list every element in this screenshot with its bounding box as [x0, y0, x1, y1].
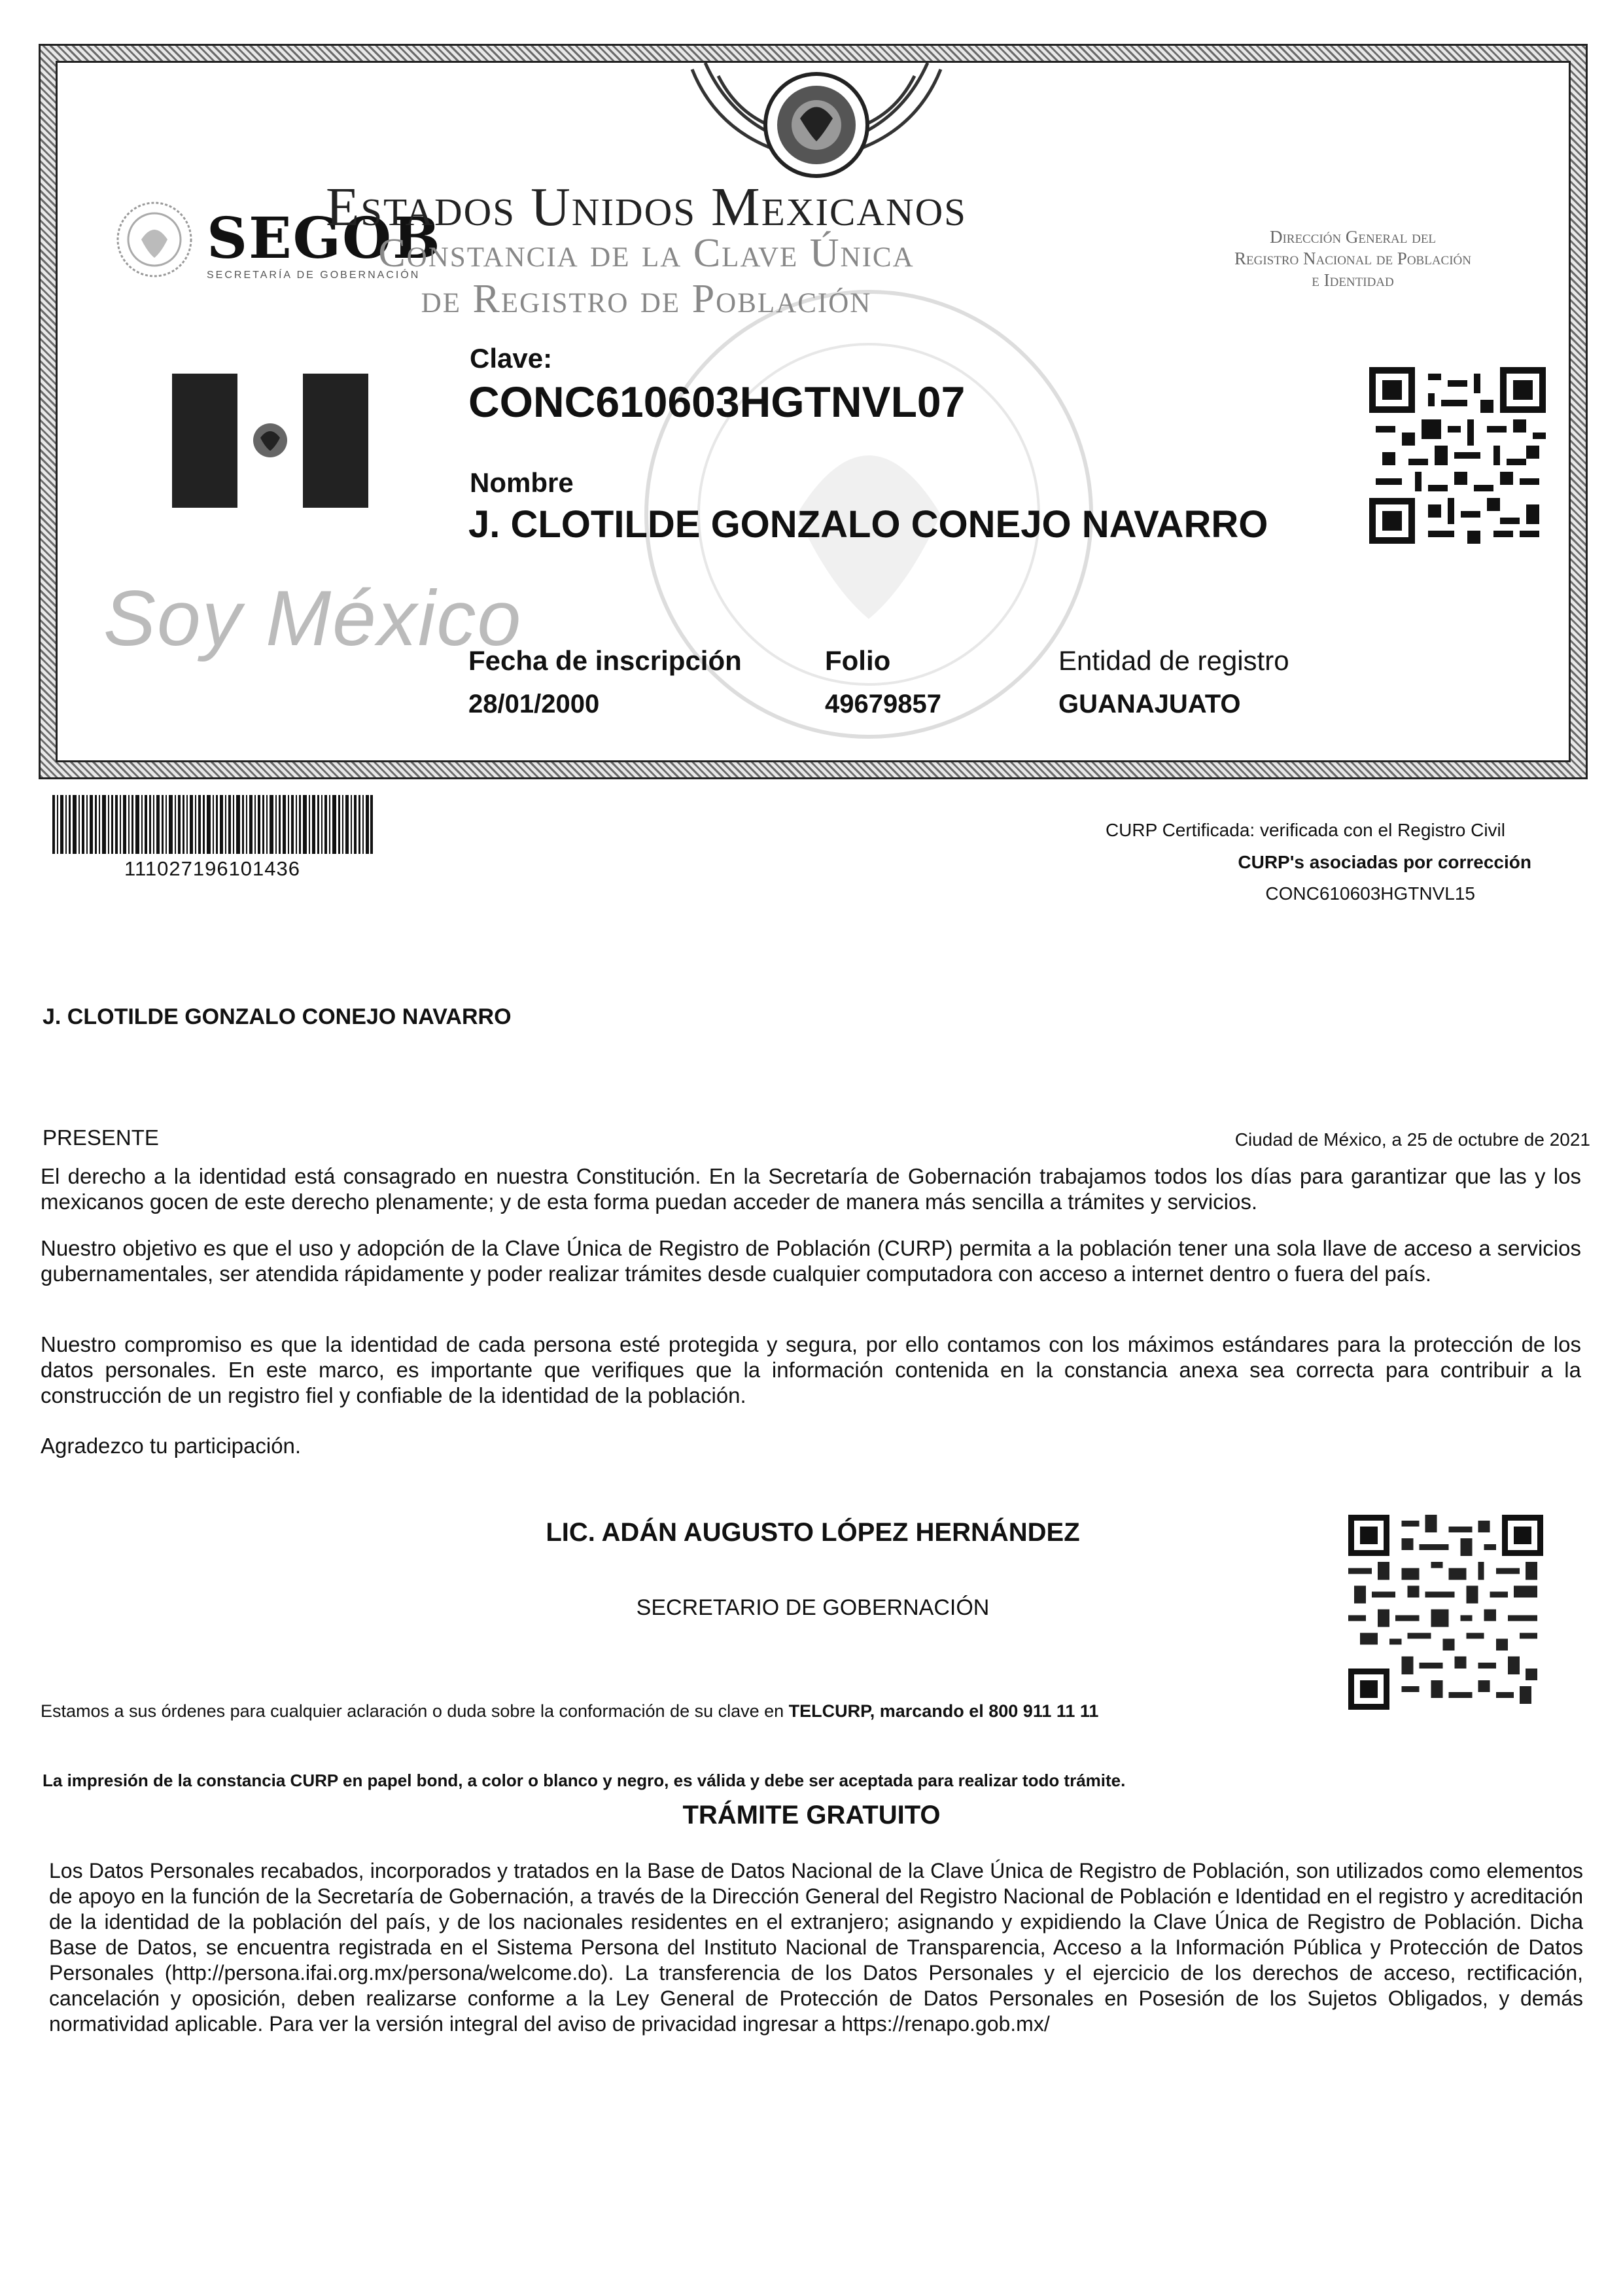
national-crest-icon [679, 63, 954, 194]
nombre-value: J. CLOTILDE GONZALO CONEJO NAVARRO [468, 503, 1268, 546]
curp-certified-status: CURP Certificada: verificada con el Registro Civil [1105, 820, 1505, 840]
contact-info [41, 1701, 1098, 1722]
qr-code-icon [1369, 367, 1546, 544]
telcurp-phone: TELCURP, marcando el 800 911 11 11 [788, 1701, 1099, 1721]
document-title-line3: de Registro de Población [421, 277, 872, 321]
barcode-icon [52, 795, 373, 854]
letter-presente: PRESENTE [43, 1125, 159, 1150]
entidad-value: GUANAJUATO [1058, 690, 1241, 718]
letter-paragraph: Nuestro compromiso es que la identidad de cada persona esté protegida y segura, por ello contamos con los máximos estándares para la protección de los datos personales. En este marco, es importante que verifiques que la información contenida en la constancia anexa sea correcta para contribuir a la construcción de un registro fiel y confiable de la identidad de la población. [41, 1332, 1581, 1407]
segob-seal-icon [115, 200, 194, 279]
nombre-label: Nombre [470, 467, 574, 498]
contact-text: Estamos a sus órdenes para cualquier aclaración o duda sobre la conformación de su clave en [41, 1701, 789, 1721]
issuing-office-line1: Dirección General del [1269, 227, 1437, 247]
privacy-notice: Los Datos Personales recabados, incorporados y tratados en la Base de Datos Nacional de la Clave Única de Registro de Población, son utilizados como elementos de apoyo en la función de la Secretaría de Gobernación, a través de la Dirección General del Registro Nacional de Población e Identidad en el registro y acreditación de la identidad de la población del país, y de los nacionales residentes en el extranjero; asignando y expidiendo la Clave Única de Registro de Población. Dicha Base de Datos, se encuentra registrada en el Sistema Persona del Instituto Nacional de Transparencia, Acceso a la Información Pública y Protección de Datos Personales (http://persona.ifai.org.mx/persona/welcome.do). La transferencia de los Datos Personales y el ejercicio de los derechos de acceso, rectificación, cancelación y oposición, deben realizarse conforme a la Ley General de Protección de Datos Personales en Posesión de los Sujetos Obligados, y demás normatividad aplicable. Para ver la versión integral del aviso de privacidad ingresar a https://renapo.gob.mx/ [49, 1859, 1583, 2036]
slogan-watermark: Soy México [103, 574, 523, 662]
curp-certificate [41, 46, 1586, 777]
clave-label: Clave: [470, 343, 553, 374]
validity-notice: La impresión de la constancia CURP en papel bond, a color o blanco y negro, es válida y debe ser aceptada para realizar todo trámite. [43, 1771, 1126, 1790]
certificate-body [58, 63, 1569, 760]
signer-title: SECRETARIO DE GOBERNACIÓN [636, 1595, 990, 1620]
curp-associated-value: CONC610603HGTNVL15 [1265, 883, 1475, 904]
letter-paragraph: El derecho a la identidad está consagrado en nuestra Constitución. En la Secretaría de Gobernación trabajamos todos los días para garantizar que las y los mexicanos gocen de este derecho plenamente; y de esta forma puedan acceder de manera más sencilla a trámites y servicios. [41, 1164, 1581, 1214]
document-title-line2: Constancia de la Clave Única [378, 231, 915, 275]
issuing-office [1170, 226, 1536, 291]
folio-value: 49679857 [825, 690, 941, 718]
verification-qr-code-icon [1348, 1515, 1544, 1710]
segob-subtitle: SECRETARÍA DE GOBERNACIÓN [207, 270, 421, 281]
folio-label: Folio [825, 645, 891, 676]
clave-value: CONC610603HGTNVL07 [468, 378, 966, 426]
issuing-office-line3: e Identidad [1312, 270, 1394, 290]
entidad-label: Entidad de registro [1058, 645, 1289, 676]
barcode-number: 111027196101436 [124, 857, 301, 880]
issuing-office-line2: Registro Nacional de Población [1234, 249, 1471, 268]
document-title-country: Estados Unidos Mexicanos [326, 177, 967, 238]
segob-logo-text: SEGOB [207, 205, 442, 272]
signer-name: LIC. ADÁN AUGUSTO LÓPEZ HERNÁNDEZ [546, 1518, 1080, 1547]
mexican-flag-icon [172, 374, 368, 508]
letter-addressee: J. CLOTILDE GONZALO CONEJO NAVARRO [43, 1004, 512, 1029]
free-procedure-heading: TRÁMITE GRATUITO [682, 1801, 941, 1829]
letter-paragraph: Nuestro objetivo es que el uso y adopción de la Clave Única de Registro de Población (CURP) permita a la población tener una sola llave de acceso a servicios gubernamentales, ser atendida rápidamente y poder realizar trámites desde cualquier computadora con acceso a internet dentro o fuera del país. [41, 1236, 1581, 1286]
fecha-value: 28/01/2000 [468, 690, 600, 718]
letter-place-date: Ciudad de México, a 25 de octubre de 2021 [1234, 1129, 1590, 1150]
fecha-label: Fecha de inscripción [468, 645, 742, 676]
curp-associated-label: CURP's asociadas por corrección [1238, 852, 1531, 872]
letter-closing: Agradezco tu participación. [41, 1434, 302, 1458]
